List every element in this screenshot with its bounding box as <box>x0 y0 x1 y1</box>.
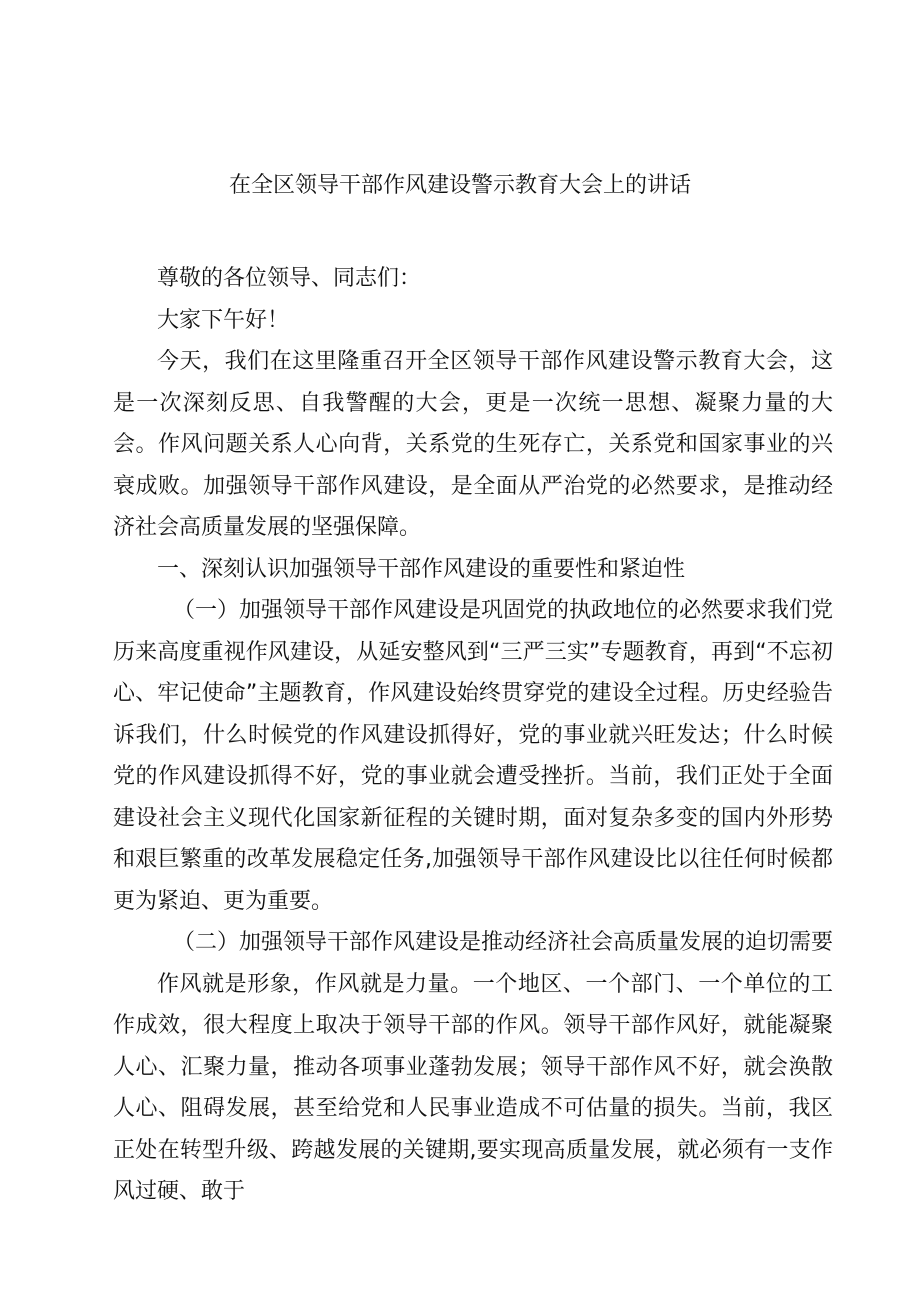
paragraph-subsection-2: 作风就是形象，作风就是力量。一个地区、一个部门、一个单位的工作成效，很大程度上取决于领导干部的作风。领导干部作风好，就能凝聚人心、汇聚力量，推动各项事业蓬勃发展；领导干部作风不好，就会涣散人心、阻碍发展，甚至给党和人民事业造成不可估量的损失。当前，我区正处在转型升级、跨越发展的关键期,要实现高质量发展，就必须有一支作风过硬、敢于 <box>113 971 833 1204</box>
document-body <box>113 258 833 1213</box>
greeting: 大家下午好！ <box>157 307 290 333</box>
document-title: 在全区领导干部作风建设警示教育大会上的讲话 <box>228 173 691 198</box>
paragraph-intro: 今天，我们在这里隆重召开全区领导干部作风建设警示教育大会，这是一次深刻反思、自我警醒的大会，更是一次统一思想、凝聚力量的大会。作风问题关系人心向背，关系党的生死存亡，关系党和国家事业的兴衰成败。加强领导干部作风建设，是全面从严治党的必然要求，是推动经济社会高质量发展的坚强保障。 <box>113 349 833 540</box>
subsection-heading-2: （二）加强领导干部作风建设是推动经济社会高质量发展的迫切需要 <box>173 930 834 955</box>
section-heading-1: 一、深刻认识加强领导干部作风建设的重要性和紧迫性 <box>157 556 686 582</box>
paragraph-subsection-1: （一）加强领导干部作风建设是巩固党的执政地位的必然要求我们党历来高度重视作风建设，从延安整风到“三严三实”专题教育，再到“不忘初心、牢记使命”主题教育，作风建设始终贯穿党的建设全过程。历史经验告诉我们，什么时候党的作风建设抓得好，党的事业就兴旺发达；什么时候党的作风建设抓得不好，党的事业就会遭受挫折。当前，我们正处于全面建设社会主义现代化国家新征程的关键时期，面对复杂多变的国内外形势和艰巨繁重的改革发展稳定任务,加强领导干部作风建设比以往任何时候都更为紧迫、更为重要。 <box>113 598 834 914</box>
salutation: 尊敬的各位领导、同志们： <box>157 266 422 291</box>
